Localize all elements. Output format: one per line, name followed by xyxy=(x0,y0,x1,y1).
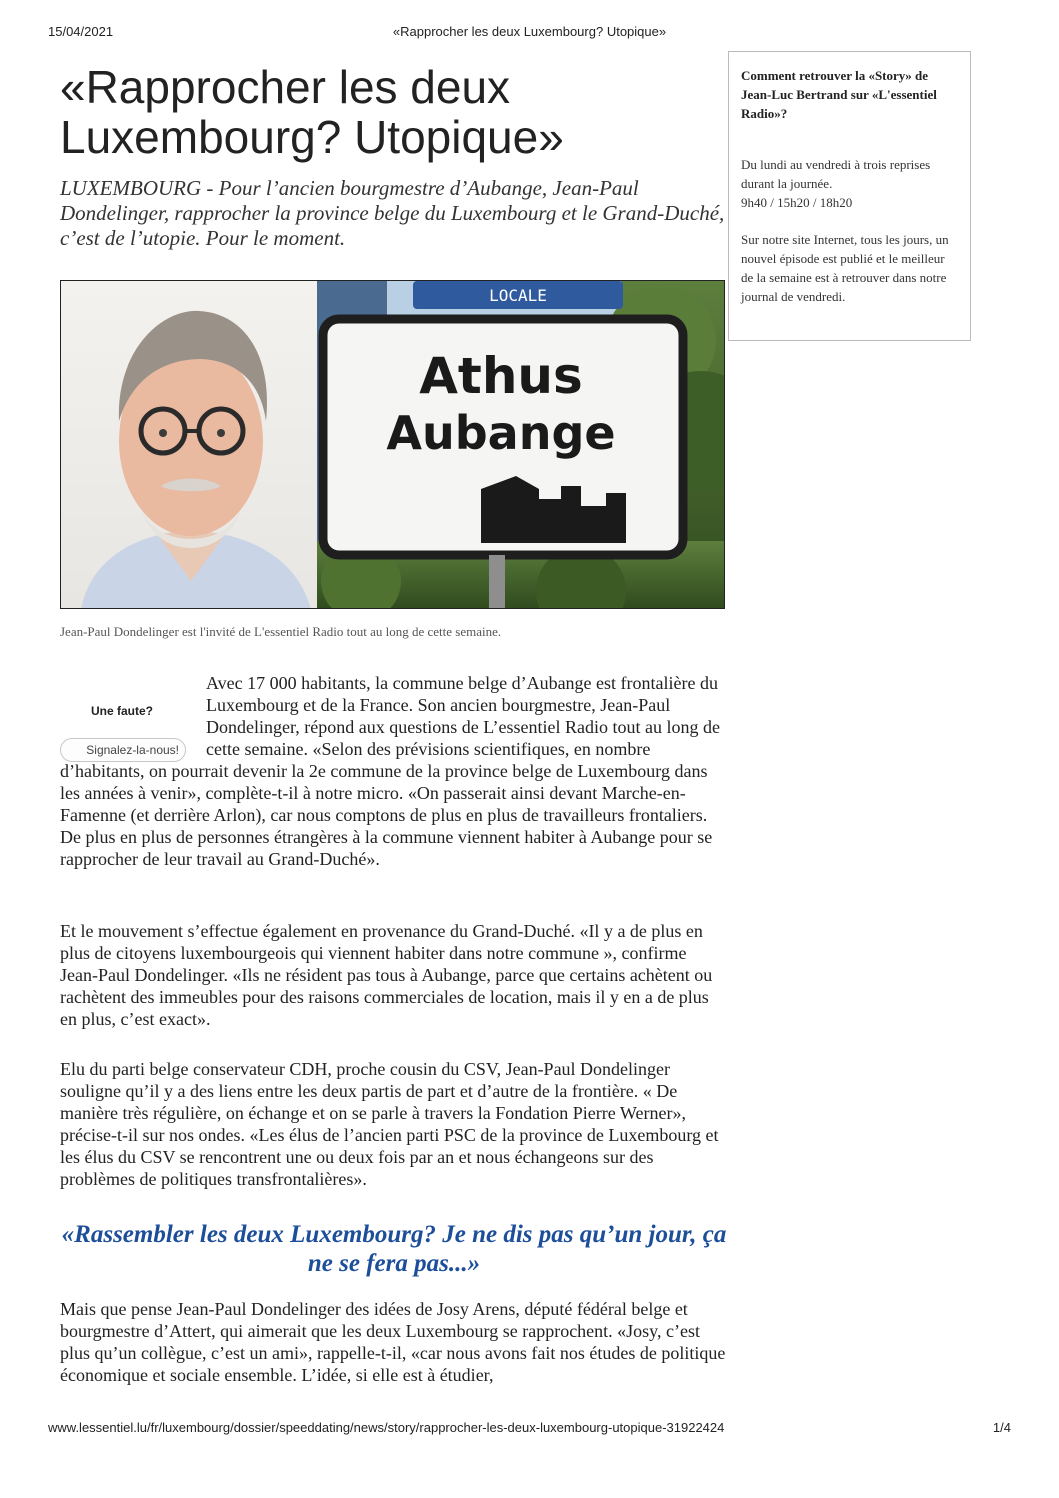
report-error-button[interactable]: Signalez-la-nous! xyxy=(60,738,186,762)
sidebar-box xyxy=(728,51,971,341)
article-paragraph: Mais que pense Jean-Paul Dondelinger des idées de Josy Arens, député fédéral belge et bourgmestre d’Attert, qui aimerait que les deux Luxembourg se rapprochent. «Josy, c’est plus qu’un collègue, c’est un ami», rappelle-t-il, «car nous avons fait nos études de politique économique et sociale ensemble. L’idée, si elle est à étudier, xyxy=(60,1299,726,1385)
page-number: 1/4 xyxy=(992,1420,1011,1435)
print-title: «Rapprocher les deux Luxembourg? Utopique» xyxy=(392,24,667,39)
article-paragraph xyxy=(60,672,728,870)
photo-caption: Jean-Paul Dondelinger est l'invité de L'essentiel Radio tout au long de cette semaine. xyxy=(60,624,502,639)
sidebar-schedule xyxy=(741,155,958,212)
article-photo xyxy=(60,280,725,609)
print-url: www.lessentiel.lu/fr/luxembourg/dossier/speeddating/news/story/rapprocher-les-deux-luxembourg-utopique-31922424 xyxy=(48,1420,725,1435)
sidebar-schedule-times: 9h40 / 15h20 / 18h20 xyxy=(741,195,853,210)
article-lead: LUXEMBOURG - Pour l’ancien bourgmestre d’Aubange, Jean-Paul Dondelinger, rapprocher la province belge du Luxembourg et le Grand-Duché, c’est de l’utopie. Pour le moment. xyxy=(60,176,725,250)
sign-top-text: LOCALE xyxy=(489,286,547,305)
sidebar-title: Comment retrouver la «Story» de Jean-Luc Bertrand sur «L'essentiel Radio»? xyxy=(741,68,937,121)
fault-report-label: Une faute? xyxy=(90,704,153,718)
article-paragraph-text: Avec 17 000 habitants, la commune belge d’Aubange est frontalière du Luxembourg et de la France. Son ancien bourgmestre, Jean-Paul Dondelinger, répond aux questions de L’essentiel Radio tout au long de cette semaine. «Selon des prévisions scientifiques, en nombre d’habitants, on pourrait devenir la 2e commune de la province belge de Luxembourg dans les années à venir», complète-t-il à notre micro. «On passerait ainsi devant Marche-en-Famenne (et derrière Arlon), car nous comptons de plus en plus de travailleurs frontaliers. De plus en plus de personnes étrangères à la commune viennent habiter à Aubange pour se rapprocher de leur travail au Grand-Duché». xyxy=(60,673,721,869)
sidebar-schedule-text: Du lundi au vendredi à trois reprises durant la journée. xyxy=(741,157,931,191)
article-paragraph: Elu du parti belge conservateur CDH, proche cousin du CSV, Jean-Paul Dondelinger souligne qu’il y a des liens entre les deux partis de part et d’autre de la frontière. « De manière très régulière, on échange et on se parle à travers la Fondation Pierre Werner», précise-t-il sur nos ondes. «Les élus de l’ancien parti PSC de la province de Luxembourg et les élus du CSV se rencontrent une ou deux fois par an et nous échangeons sur des problèmes de politiques transfrontalières». xyxy=(60,1059,719,1189)
article-headline: «Rapprocher les deux Luxembourg? Utopique» xyxy=(60,61,564,163)
print-date: 15/04/2021 xyxy=(48,24,114,39)
print-footer xyxy=(48,1420,1011,1438)
sign-line-2: Aubange xyxy=(386,406,616,460)
sign-line-1: Athus xyxy=(419,347,583,405)
pull-quote: «Rassembler les deux Luxembourg? Je ne dis pas qu’un jour, ça ne se fera pas...» xyxy=(61,1221,727,1277)
print-header xyxy=(48,24,1011,42)
article-paragraph: Et le mouvement s’effectue également en provenance du Grand-Duché. «Il y a de plus en plus de citoyens luxembourgeois qui viennent habiter dans notre commune », confirme Jean-Paul Dondelinger. «Ils ne résident pas tous à Aubange, parce que certains achètent ou rachètent des immeubles pour des raisons commerciales de location, mais il y en a de plus en plus, c’est exact». xyxy=(60,921,713,1029)
sidebar-website-text: Sur notre site Internet, tous les jours, un nouvel épisode est publié et le meilleur de la semaine est à retrouver dans notre journal de vendredi. xyxy=(741,232,949,304)
